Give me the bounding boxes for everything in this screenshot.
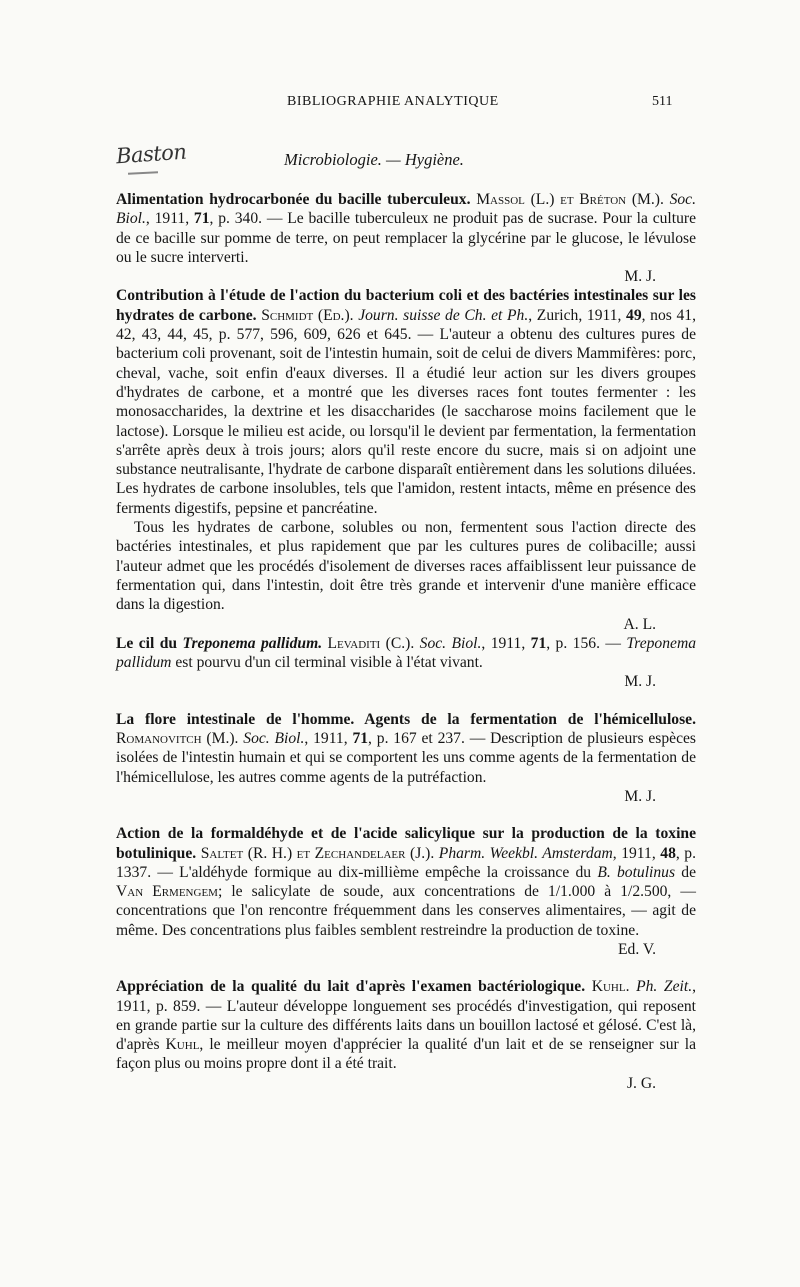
entry-year: , 1911, — [481, 634, 531, 652]
entry-volume: 48 — [660, 844, 676, 862]
running-header — [0, 94, 800, 112]
entry-authors: Romanovitch (M.). — [116, 730, 239, 748]
entry-volume: 71 — [530, 634, 547, 652]
entry-signature: Ed. V. — [618, 940, 656, 958]
entry-title: Action de la formaldéhyde et de l'acide salicylique sur la production de la toxine botulinique. — [116, 825, 696, 862]
entry-signature: M. J. — [624, 268, 656, 286]
entry — [116, 824, 696, 959]
entry-body: est pourvu d'un cil terminal visible à l'état vivant. — [171, 654, 483, 672]
entry-volume: 71 — [352, 730, 369, 748]
entry-pages: , p. 340. — [209, 210, 263, 228]
entry-body-italic: B. botulinus — [597, 863, 676, 881]
entry-title-italic: Treponema pallidum. — [182, 634, 323, 652]
running-title: BIBLIOGRAPHIE ANALYTIQUE — [287, 94, 499, 109]
entry-body-paragraph: Tous les hydrates de carbone, solubles ou non, fermentent sous l'action directe des bactéries intestinales, et plus rapidement que par les cultures pures de colibacille; aussi l'auteur admet que les procédés d'isolement de diverses races affaiblissent leur puissance de fermentation qui, dans l'intestin, doit être très grande et intervenir d'une manière efficace dans la digestion. — [116, 519, 696, 614]
entry-body: — Le bacille tuberculeux ne produit pas de sucrase. Pour la culture de ce bacille sur pomme de terre, on peut remplacer la glycérine par le glucose, le lévulose ou le sucre interverti. — [116, 210, 696, 266]
entry-body: ; le salicylate de soude, aux concentrations de 1/1.000 à 1/2.500, — concentrations que l'on rencontre fréquemment dans les conserves alimentaires, — agit de même. Des concentrations plus faibles semblent restreindre la production de toxine. — [116, 883, 696, 939]
entry — [116, 190, 696, 286]
entry — [116, 977, 696, 1093]
annotation-underline — [128, 171, 158, 175]
entry-authors: Saltet (R. H.) et Zechandelaer (J.). — [200, 844, 435, 862]
entry — [116, 286, 696, 633]
entry-signature: A. L. — [623, 615, 656, 633]
entry-authors: Schmidt (Ed.). — [261, 306, 354, 324]
entry-authors: Kuhl. — [591, 978, 630, 996]
page-number: 511 — [652, 94, 673, 109]
entry-year: , Zurich, 1911, — [528, 306, 627, 324]
entry-signature: M. J. — [624, 787, 656, 805]
entry-pages: p. 859. — [155, 997, 201, 1015]
entry-title: Le cil du — [116, 634, 183, 652]
handwritten-annotation: Baston — [115, 139, 188, 169]
entry-journal: Soc. Biol. — [419, 634, 482, 652]
bibliography-entries — [116, 190, 696, 1093]
entry-body: — L'auteur a obtenu des cultures pures de bacterium coli provenant, soit de l'intestin humain, soit de celui de divers Mammifères: porc, cheval, vache, soit enfin d'eaux diverses. Il a étudié leur action sur les divers groupes d'hydrates de carbone, et a montré que les diverses races font toutes fermenter : les monosaccharides, la dextrine et les disaccharides (le saccharose moins facilement que le lactose). Lorsque le milieu est acide, ou lorsqu'il le devient par fermentation, la fermentation s'arrête après deux à trois jours; alors qu'il reste encore du sucre, mais si on adjoint une substance neutralisante, l'hydrate de carbone disparaît entièrement dans les solutions diluées. Les hydrates de carbone insolubles, tels que l'amidon, restent intacts, même en présence des ferments digestifs, pepsine et pancréatine. — [116, 326, 696, 517]
entry-body-lead: — L'auteur développe longuement ses procédés d'investigation, qui reposent en grande partie sur la culture des différents laits dans un bouillon lactosé et gélosé. C'est là, d'après — [116, 997, 697, 1054]
section-heading: Microbiologie. — Hygiène. — [284, 150, 464, 169]
entry-body-lead: — L'aldéhyde formique au dix-millième empêche la croissance du — [151, 863, 598, 881]
entry-year: , 1911, — [116, 978, 696, 1015]
entry-body: — Description de plusieurs espèces isolées de l'intestin humain et qui se comportent les uns comme agents de la fermentation de l'hémicellulose, les autres comme agents de la putréfaction. — [116, 730, 696, 786]
entry-volume: 49 — [626, 306, 642, 324]
entry-journal: Soc. Biol. — [243, 730, 305, 748]
entry-body-smallcaps: Van Ermengem — [116, 883, 218, 901]
entry-year: , 1911, — [612, 844, 661, 862]
entry-body-lead: — — [599, 634, 627, 652]
entry-authors: Massol (L.) et Bréton (M.). — [476, 191, 664, 208]
entry-journal: Ph. Zeit. — [636, 978, 693, 996]
entry-signature: M. J. — [624, 673, 656, 691]
entry-year: , 1911, — [145, 210, 194, 228]
entry-body-italic: Treponema pallidum — [116, 634, 696, 672]
entry-volume: 71 — [193, 210, 210, 228]
entry-title: La flore intestinale de l'homme. Agents de la fermentation de l'hémicellulose. — [116, 710, 696, 728]
entry-year: , 1911, — [304, 730, 353, 748]
entry-signature: J. G. — [626, 1074, 656, 1092]
entry-pages: , p. 1337. — [116, 844, 696, 881]
entry-body-mid: de — [675, 863, 697, 881]
entry-pages: , p. 156. — [546, 634, 600, 652]
entry-title: Alimentation hydrocarbonée du bacille tuberculeux. — [116, 191, 471, 208]
entry-title: Contribution à l'étude de l'action du bacterium coli et des bactéries intestinales sur les hydrates de carbone. — [116, 287, 696, 324]
entry-journal: Journ. suisse de Ch. et Ph. — [358, 306, 529, 324]
entry-title: Appréciation de la qualité du lait d'après l'examen bactériologique. — [116, 978, 586, 996]
entry — [116, 634, 696, 692]
entry-pages: , p. 167 et 237. — [368, 730, 465, 748]
entry-pages: , nos 41, 42, 43, 44, 45, p. 577, 596, 609, 626 et 645. — [116, 306, 696, 344]
entry-journal: Pharm. Weekbl. Amsterdam — [438, 844, 613, 862]
entry-body-smallcaps: Kuhl — [165, 1036, 200, 1054]
entry-authors: Levaditi (C.). — [327, 634, 415, 652]
entry — [116, 710, 696, 806]
entry-body: , le meilleur moyen d'apprécier la qualité d'un lait et de se renseigner sur la façon plus ou moins propre dont il a été trait. — [116, 1036, 696, 1073]
entry-journal: Soc. Biol. — [116, 191, 696, 228]
